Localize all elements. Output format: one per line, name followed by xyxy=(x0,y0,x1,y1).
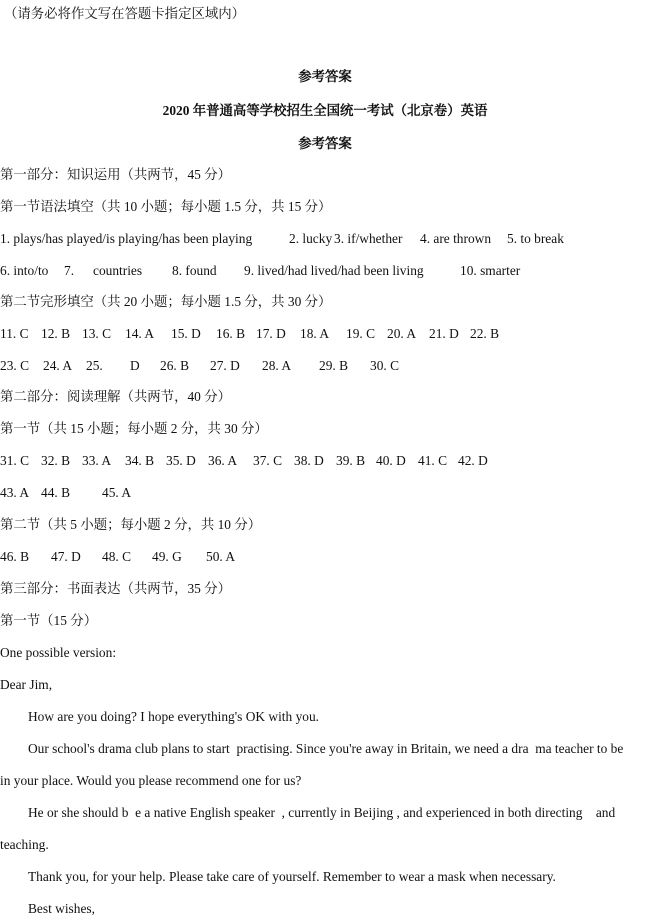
answer-item: 35. D xyxy=(166,453,196,468)
answer-item: 21. D xyxy=(429,326,459,341)
essay-closing: Best wishes, xyxy=(28,901,95,916)
answer-item: 32. B xyxy=(41,453,71,468)
answer-item: 28. A xyxy=(262,358,292,373)
answer-item: 38. D xyxy=(294,453,324,468)
answer-heading-repeat: 参考答案 xyxy=(298,136,352,151)
answer-item: 48. C xyxy=(102,549,132,564)
answer-item: 17. D xyxy=(256,326,286,341)
exam-title: 2020 年普通高等学校招生全国统一考试（北京卷）英语 xyxy=(162,103,488,118)
answer-item: 39. B xyxy=(336,453,366,468)
seven-choice-answers-row xyxy=(0,548,650,566)
answer-item: 30. C xyxy=(370,358,400,373)
answer-item: 7. xyxy=(64,263,75,278)
answer-item: 41. C xyxy=(418,453,448,468)
answer-item: 12. B xyxy=(41,326,71,341)
answer-item: 15. D xyxy=(171,326,201,341)
essay-paragraph-4: Thank you, for your help. Please take care of yourself. Remember to wear a mask when necessary. xyxy=(28,869,556,884)
essay-intro: One possible version: xyxy=(0,645,117,660)
answer-item: 13. C xyxy=(82,326,112,341)
essay-instruction-note: （请务必将作文写在答题卡指定区域内） xyxy=(4,6,246,21)
answer-item: 45. A xyxy=(102,485,132,500)
essay-paragraph-3-line-1: He or she should b e a native English speaker , currently in Beijing , and experienced in both directing and xyxy=(28,805,616,820)
cloze-answers-row-2 xyxy=(0,357,650,375)
essay-paragraph-2-line-2: in your place. Would you please recommend one for us? xyxy=(0,773,302,788)
essay-greeting: Dear Jim, xyxy=(0,677,53,692)
answer-item: 50. A xyxy=(206,549,236,564)
part2-heading: 第二部分：阅读理解（共两节，40 分） xyxy=(0,389,231,404)
answer-item: 19. C xyxy=(346,326,376,341)
answer-item: 5. to break xyxy=(507,231,564,246)
answer-item: 23. C xyxy=(0,358,30,373)
answer-heading: 参考答案 xyxy=(298,69,352,84)
answer-item: 20. A xyxy=(387,326,417,341)
answer-item: D xyxy=(130,358,140,373)
answer-item: 36. A xyxy=(208,453,238,468)
answer-item: 24. A xyxy=(43,358,73,373)
answer-item: 3. if/whether xyxy=(334,231,403,246)
answer-item: 49. G xyxy=(152,549,182,564)
answer-item: 47. D xyxy=(51,549,81,564)
answer-item: 26. B xyxy=(160,358,190,373)
answer-item: 2. lucky xyxy=(289,231,333,246)
answer-item: 8. found xyxy=(172,263,217,278)
reading-answers-row-1 xyxy=(0,452,650,470)
answer-item: 33. A xyxy=(82,453,112,468)
answer-item: 25. xyxy=(86,358,103,373)
answer-item: 27. D xyxy=(210,358,240,373)
answer-item: 14. A xyxy=(125,326,155,341)
answer-item: 46. B xyxy=(0,549,30,564)
cloze-section-heading: 第二节完形填空（共 20 小题；每小题 1.5 分，共 30 分） xyxy=(0,294,332,309)
answer-item: 42. D xyxy=(458,453,488,468)
essay-paragraph-3-line-2: teaching. xyxy=(0,837,49,852)
answer-item: 34. B xyxy=(125,453,155,468)
answer-item: 1. plays/has played/is playing/has been playing xyxy=(0,231,253,246)
answer-item: 29. B xyxy=(319,358,349,373)
answer-item: 16. B xyxy=(216,326,246,341)
answer-item: 31. C xyxy=(0,453,30,468)
reading-section1-heading: 第一节（共 15 小题；每小题 2 分，共 30 分） xyxy=(0,421,268,436)
answer-item: countries xyxy=(93,263,143,278)
writing-section1-heading: 第一节（15 分） xyxy=(0,613,98,628)
reading-section2-heading: 第二节（共 5 小题；每小题 2 分，共 10 分） xyxy=(0,517,262,532)
essay-paragraph-1: How are you doing? I hope everything's OK with you. xyxy=(28,709,319,724)
part1-heading: 第一部分：知识运用（共两节，45 分） xyxy=(0,167,231,182)
answer-item: 9. lived/had lived/had been living xyxy=(244,263,424,278)
answer-item: 40. D xyxy=(376,453,406,468)
grammar-answers-row-2 xyxy=(0,262,650,280)
grammar-answers-row-1 xyxy=(0,230,650,248)
reading-answers-row-2 xyxy=(0,484,650,502)
answer-item: 10. smarter xyxy=(460,263,521,278)
answer-item: 37. C xyxy=(253,453,283,468)
answer-item: 18. A xyxy=(300,326,330,341)
part3-heading: 第三部分：书面表达（共两节，35 分） xyxy=(0,581,231,596)
essay-paragraph-2-line-1: Our school's drama club plans to start practising. Since you're away in Britain, we need a dra ma teacher to be xyxy=(28,741,624,756)
answer-item: 43. A xyxy=(0,485,30,500)
answer-item: 4. are thrown xyxy=(420,231,492,246)
grammar-section-heading: 第一节语法填空（共 10 小题；每小题 1.5 分，共 15 分） xyxy=(0,199,332,214)
answer-item: 22. B xyxy=(470,326,500,341)
answer-item: 44. B xyxy=(41,485,71,500)
answer-item: 6. into/to xyxy=(0,263,49,278)
answer-item: 11. C xyxy=(0,326,29,341)
cloze-answers-row-1 xyxy=(0,325,650,343)
